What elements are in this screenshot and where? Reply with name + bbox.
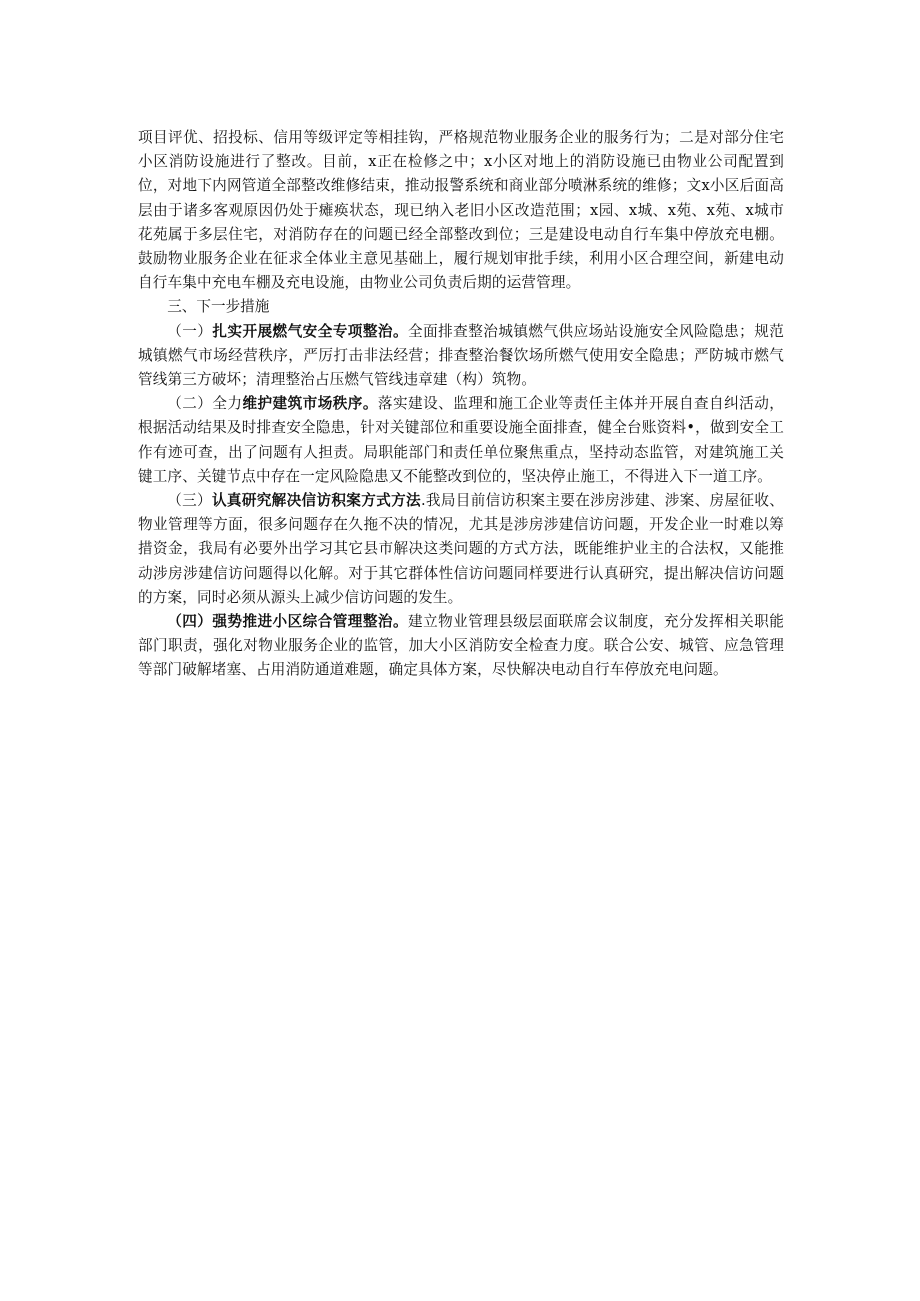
- measure-item-3-prefix: （三）: [167, 492, 212, 510]
- measure-item-4: [138, 610, 784, 683]
- measure-item-3-body: .我局目前信访积案主要在涉房涉建、涉案、房屋征收、物业管理等方面，很多问题存在久拖不决的情况，尤其是涉房涉建信访问题，开发企业一时难以筹措资金，我局有必要外出学习其它县市解决这类问题的方式方法，既能维护业主的合法权，又能推动涉房涉建信访问题得以化解。对于其它群体性信访问题同样要进行认真研究，提出解决信访问题的方案，同时必须从源头上减少信访问题的发生。: [138, 492, 784, 606]
- intro-paragraph: 项目评优、招投标、信用等级评定等相挂钩，严格规范物业服务企业的服务行为；二是对部分住宅小区消防设施进行了整改。目前，x正在检修之中；x小区对地上的消防设施已由物业公司配置到位，对地下内网管道全部整改维修结束，推动报警系统和商业部分喷淋系统的维修；文x小区后面高层由于诸多客观原因仍处于瘫痪状态，现已纳入老旧小区改造范围；x园、x城、x苑、x苑、x城市花苑属于多层住宅，对消防存在的问题已经全部整改到位；三是建设电动自行车集中停放充电棚。鼓励物业服务企业在征求全体业主意见基础上，履行规划审批手续，利用小区合理空间，新建电动自行车集中充电车棚及充电设施，由物业公司负责后期的运营管理。: [138, 129, 784, 292]
- measure-item-3-lead: 认真研究解决信访积案方式方法: [211, 492, 421, 510]
- measure-item-1-prefix: （一）: [167, 322, 213, 340]
- section-heading-next-steps: 三、下一步措施: [167, 298, 270, 316]
- measure-item-2: [138, 392, 784, 489]
- measure-item-1-body: 全面排查整治城镇燃气供应场站设施安全风险隐患；规范城镇燃气市场经营秩序，严厉打击非法经营；排查整治餐饮场所燃气使用安全隐患；严防城市燃气管线第三方破坏；清理整治占压燃气管线违章建（构）筑物。: [138, 322, 784, 389]
- document-body: [138, 126, 784, 683]
- measure-item-2-body: 落实建设、监理和施工企业等责任主体并开展自查自纠活动，根据活动结果及时排查安全隐患，针对关键部位和重要设施全面排查，健全台账资料•，做到安全工作有迹可查，出了问题有人担责。局职能部门和责任单位聚焦重点，坚持动态监管，对建筑施工关键工序、关键节点中存在一定风险隐患又不能整改到位的，坚决停止施工，不得进入下一道工序。: [138, 395, 784, 485]
- measure-item-2-prefix: （二）全力: [167, 395, 243, 413]
- measure-item-4-body: 建立物业管理县级层面联席会议制度，充分发挥相关职能部门职责，强化对物业服务企业的监管，加大小区消防安全检查力度。联合公安、城管、应急管理等部门破解堵塞、占用消防通道难题，确定具体方案，尽快解决电动自行车停放充电问题。: [138, 613, 784, 679]
- measure-item-3: [138, 489, 784, 610]
- measure-item-4-lead: （四）强势推进小区综合管理整治。: [167, 613, 409, 631]
- measure-item-1-lead: 扎实开展燃气安全专项整治。: [212, 322, 409, 340]
- measure-item-1: [138, 320, 784, 393]
- measure-item-2-lead: 维护建筑市场秩序。: [242, 395, 378, 413]
